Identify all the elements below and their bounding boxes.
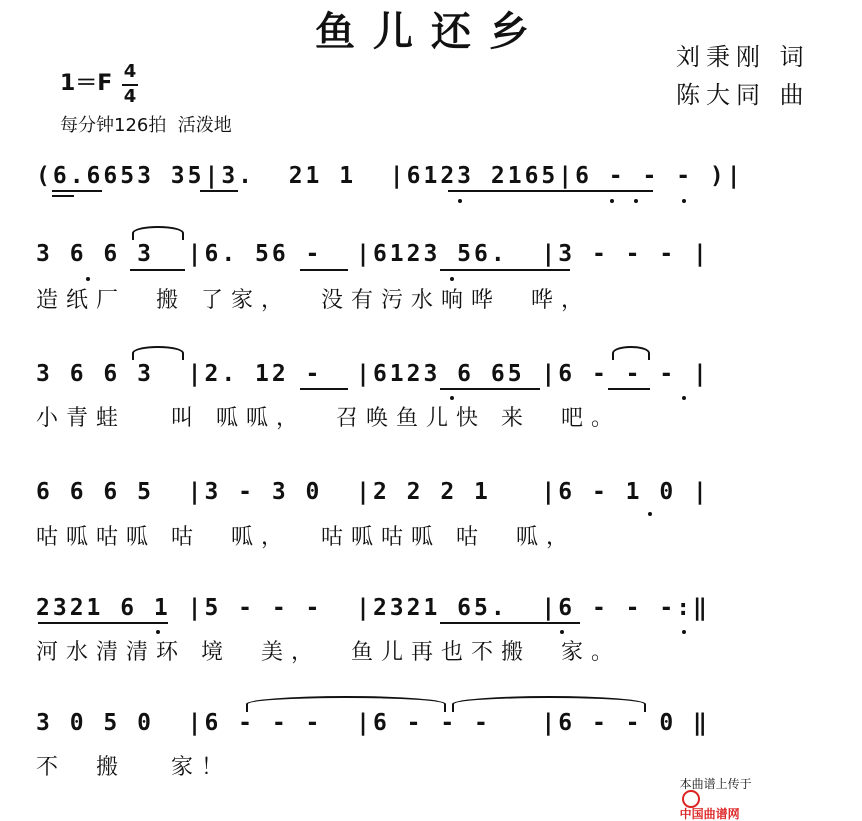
beam-line [300, 388, 348, 390]
low-octave-dot [648, 512, 652, 516]
song-title: 鱼儿还乡 [315, 8, 547, 55]
beam-line [440, 622, 580, 624]
beam-line [608, 388, 650, 390]
time-signature-top: 4 [123, 61, 137, 82]
notation-row-4: 6 6 6 5 |3 - 3 0 |2 2 2 1 |6 - 1 0 | [36, 479, 710, 505]
low-octave-dot [610, 199, 614, 203]
composer-credit: 陈大同 曲 [676, 81, 810, 109]
footer-text: 本曲谱上传于 [679, 777, 752, 791]
low-octave-dot [156, 630, 160, 634]
tie-arc [246, 696, 446, 712]
lyrics-row-6: 不 搬 家！ [36, 755, 231, 780]
lyrics-row-4: 咕呱咕呱 咕 呱， 咕呱咕呱 咕 呱， [36, 525, 576, 550]
beam-line [130, 269, 185, 271]
lyrics-row-5: 河水清清环 境 美， 鱼儿再也不搬 家。 [36, 640, 621, 665]
tie-arc [452, 696, 646, 712]
beam-line [440, 269, 570, 271]
notation-row-3: 3 6 6 3 |2. 12 - |6123 6 65 |6 - - - | [36, 361, 710, 387]
tie-arc [612, 346, 650, 360]
low-octave-dot [682, 630, 686, 634]
notation-row-2: 3 6 6 3 |6. 56 - |6123 56. |3 - - - | [36, 241, 710, 267]
notation-row-5: 2321 6 1 |5 - - - |2321 65. |6 - - -:‖ [36, 595, 710, 621]
beam-line [440, 388, 540, 390]
notation-row-6: 3 0 5 0 |6 - - - |6 - - - |6 - - 0 ‖ [36, 710, 710, 736]
lyricist-credit: 刘秉刚 词 [676, 43, 810, 71]
beam-line [38, 622, 168, 624]
footer-upload-note [672, 766, 752, 820]
notation-row-1: (6.6653 35|3. 21 1 |6123 2165|6 - - - )| [36, 163, 744, 189]
beam-line [448, 190, 653, 192]
low-octave-dot [86, 277, 90, 281]
site-logo-icon [682, 790, 700, 808]
lyrics-row-2: 造纸厂 搬 了家， 没有污水响哗 哗， [36, 288, 591, 313]
beam-line [200, 190, 238, 192]
low-octave-dot [450, 277, 454, 281]
tempo-marking: 每分钟126拍 活泼地 [60, 115, 232, 136]
lyrics-row-3: 小青蛙 叫 呱呱， 召唤鱼儿快 来 吧。 [36, 406, 621, 431]
low-octave-dot [682, 396, 686, 400]
beam-line [300, 269, 348, 271]
beam-line [52, 195, 74, 197]
low-octave-dot [458, 199, 462, 203]
low-octave-dot [560, 630, 564, 634]
footer-site-link[interactable]: 中国曲谱网 [679, 807, 740, 821]
beam-line [52, 190, 102, 192]
time-signature-bottom: 4 [123, 86, 137, 107]
tie-arc [132, 226, 184, 240]
low-octave-dot [682, 199, 686, 203]
key-signature: 1＝F [60, 71, 113, 96]
low-octave-dot [450, 396, 454, 400]
tie-arc [132, 346, 184, 360]
low-octave-dot [634, 199, 638, 203]
